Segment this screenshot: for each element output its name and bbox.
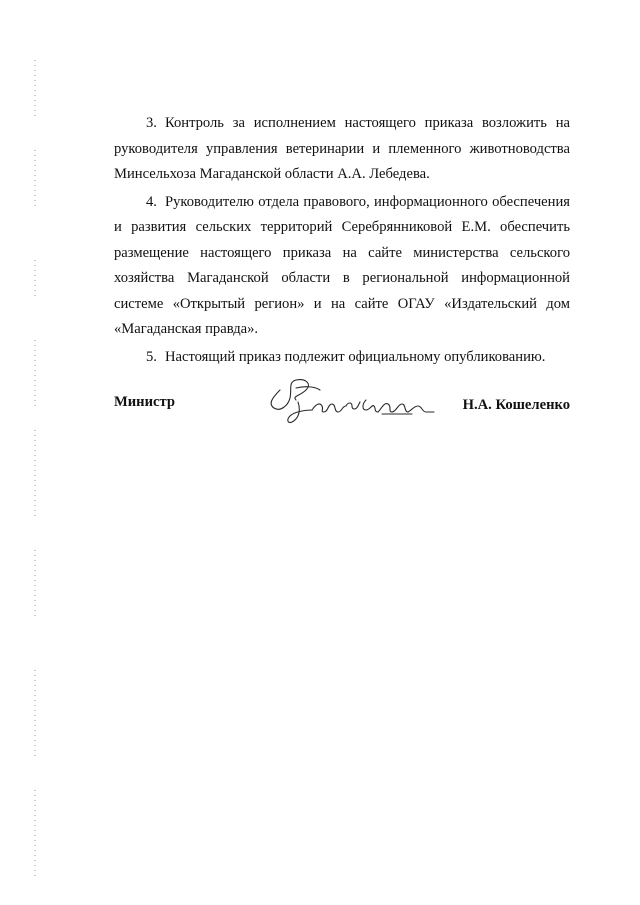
signature-block xyxy=(114,394,570,434)
scan-edge-marks xyxy=(28,60,42,880)
paragraph-5 xyxy=(114,345,570,371)
paragraph-text: Руководителю отдела правового, информационного обеспечения и развития сельских территорий Серебрянниковой Е.М. обеспечить размещение настоящего приказа на сайте министерства сельского хозяйства Магаданской области в региональной информационной системе «Открытый регион» и на сайте ОГАУ «Издательский дом «Магаданская правда». xyxy=(114,193,570,337)
handwritten-signature xyxy=(262,372,437,428)
paragraph-4 xyxy=(114,190,570,343)
paragraph-3 xyxy=(114,111,570,188)
paragraph-number: 4. xyxy=(146,193,157,210)
document-body xyxy=(114,111,570,372)
paragraph-text: Настоящий приказ подлежит официальному опубликованию. xyxy=(164,348,546,365)
paragraph-text: Контроль за исполнением настоящего приказа возложить на руководителя управления ветеринарии и племенного животноводства Минсельхоза Магаданской области А.А. Лебедева. xyxy=(114,115,570,182)
signatory-name: Н.А. Кошеленко xyxy=(462,397,570,413)
signatory-title: Министр xyxy=(114,394,175,410)
paragraph-number: 3. xyxy=(146,115,157,131)
paragraph-number: 5. xyxy=(146,348,157,365)
